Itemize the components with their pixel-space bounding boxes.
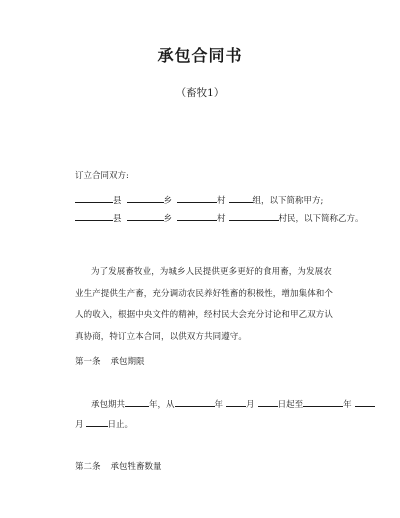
document-title: 承包合同书 bbox=[157, 46, 243, 65]
end-day-blank[interactable] bbox=[86, 417, 108, 427]
party-b-line bbox=[75, 211, 364, 225]
name-blank[interactable] bbox=[229, 211, 279, 221]
start-day-blank[interactable] bbox=[258, 397, 278, 407]
article-1-text-line2 bbox=[75, 417, 133, 431]
township-blank[interactable] bbox=[127, 211, 164, 221]
end-month-blank[interactable] bbox=[355, 397, 375, 407]
end-day-label: 日止。 bbox=[107, 420, 134, 430]
county-blank[interactable] bbox=[75, 211, 113, 221]
preamble-paragraph: 为了发展畜牧业，为城乡人民提供更多更好的食用畜，为发展农业生产提供生产畜，充分调动农民养好牲畜的积极性，增加集体和个人的收入，根据中央文件的精神，经村民大会充分讨论和甲乙双方认真协商，特订立本合同，以供双方共同遵守。 bbox=[75, 267, 334, 342]
party-a-line bbox=[75, 193, 323, 207]
from-label: 年，从 bbox=[149, 400, 175, 410]
group-label: 组，以下简称甲方; bbox=[252, 196, 324, 206]
village-blank[interactable] bbox=[177, 193, 217, 203]
township-label: 乡 bbox=[163, 214, 173, 224]
article-1-name: 承包期限 bbox=[110, 357, 145, 367]
village-label: 村 bbox=[217, 196, 226, 206]
end-year-label: 年 bbox=[343, 400, 352, 410]
county-label: 县 bbox=[113, 196, 122, 206]
township-blank[interactable] bbox=[127, 193, 164, 203]
start-year-blank[interactable] bbox=[175, 397, 215, 407]
end-year-blank[interactable] bbox=[303, 397, 343, 407]
villager-label: 村民，以下简称乙方。 bbox=[278, 214, 364, 224]
article-2-name: 承包牲畜数量 bbox=[110, 462, 162, 472]
village-blank[interactable] bbox=[177, 211, 217, 221]
township-label: 乡 bbox=[163, 196, 173, 206]
county-label: 县 bbox=[113, 214, 122, 224]
article-1-number: 第一条 bbox=[75, 357, 101, 367]
term-label: 承包期共 bbox=[91, 400, 126, 410]
group-blank[interactable] bbox=[229, 193, 253, 203]
parties-intro: 订立合同双方: bbox=[75, 171, 129, 181]
start-month-label: 月 bbox=[246, 400, 255, 410]
end-month-label: 月 bbox=[75, 420, 84, 430]
article-1-heading bbox=[75, 355, 145, 367]
article-1-text-line1 bbox=[91, 397, 375, 411]
county-blank[interactable] bbox=[75, 193, 113, 203]
term-years-blank[interactable] bbox=[125, 397, 149, 407]
document-subtitle: （畜牧1） bbox=[175, 87, 225, 99]
until-label: 日起至 bbox=[277, 400, 304, 410]
start-year-label: 年 bbox=[214, 400, 224, 410]
village-label: 村 bbox=[217, 214, 226, 224]
article-2-number: 第二条 bbox=[75, 462, 101, 472]
article-2-heading bbox=[75, 460, 162, 472]
start-month-blank[interactable] bbox=[226, 397, 246, 407]
